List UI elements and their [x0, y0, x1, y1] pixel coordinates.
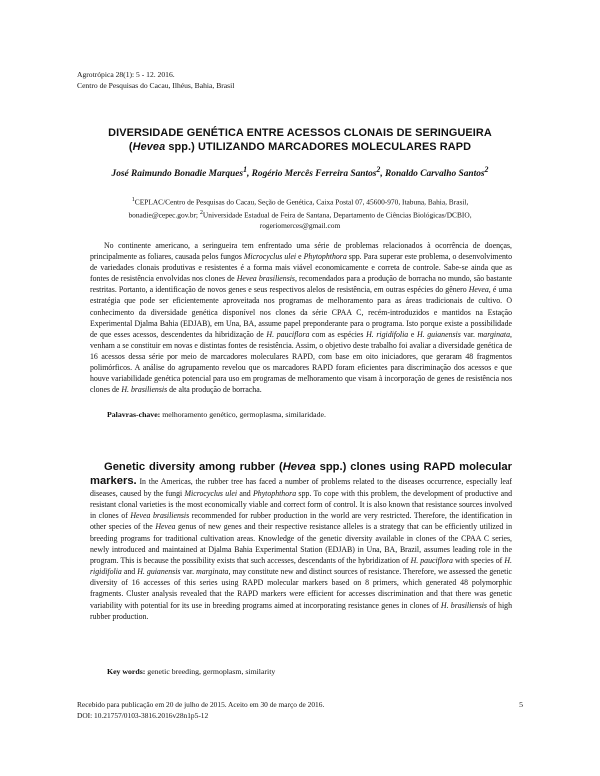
- affiliation-email-2: rogeriomerces@gmail.com: [259, 220, 341, 230]
- author-3: Ronaldo Carvalho Santos: [385, 169, 485, 180]
- author-2: Rogério Mercês Ferreira Santos: [251, 169, 377, 180]
- title-genus: Hevea: [132, 141, 166, 153]
- page-footer: [77, 700, 537, 721]
- journal-header: [77, 70, 234, 91]
- page-number: 5: [519, 700, 523, 709]
- abstract-portuguese: No continente americano, a seringueira tem enfrentado uma série de problemas relacionados à ocorrência de doenças, principalmente as foliares, causada pelos fungos Microcyclus ulei e Phytophthora spp. Para superar este problema, o desenvolvimento de variedades clonais produtivas e resistentes é a forma mais viável economicamente e correta de controle. Sabe-se ainda que as fontes de resistência envolvidas nos clones de Hevea brasiliensis, recomendados para a produção de borracha no mundo, são bastante restritas. Portanto, a identificação de novos genes e seus respectivos alelos de resistência, em outras espécies do gênero Hevea, é uma estratégia que pode ser eficientemente aproveitada nos programas de melhoramento para as áreas tradicionais de cultivo. O conhecimento da diversidade genética disponível nos clones da série CPAA C, recém-introduzidos e mantidos na Estação Experimental Djalma Bahia (EDJAB), em Una, BA, assume papel preponderante para o programa. Isto porque existe a possibilidade de que esses acessos, descendentes da hibridização de H. pauciflora com as espécies H. rigidifolia e H. guianensis var. marginata, venham a se constituir em novas e distintas fontes de resistência. Assim, o objetivo deste trabalho foi avaliar a diversidade genética de 16 acessos dessa série por meio de marcadores moleculares RAPD, com base em oito iniciadores, que geraram 48 fragmentos polimórficos. A análise do agrupamento revelou que os marcadores RAPD foram eficientes para discriminação dos acessos e que houve variabilidade genética potencial para uso em programas de melhoramento que visam à incorporação de genes de resistência nos clones de H. brasiliensis de alta produção de borracha.: [90, 241, 513, 395]
- paper-title: [90, 126, 510, 154]
- abstract-english: Genetic diversity among rubber (Hevea spp.) clones using RAPD molecular markers. In the Americas, the rubber tree has faced a number of problems related to the diseases occurrence, especially leaf diseases, caused by the fungi Microcyclus ulei and Phytophthora spp. To cope with this problem, the development of productive and resistant clonal varieties is the most economically viable and correct form of control. It is also known that resistance sources involved in clones of Hevea brasiliensis recommended for rubber production in the world are very restricted. Therefore, the identification in other species of the Hevea genus of new genes and their respective resistance alleles is a strategy that can be efficiently utilized in breeding programs for traditional cultivation areas. Knowledge of the genetic diversity available in clones of the CPAA C series, newly introduced and maintained at Djalma Bahia Experimental Station (EDJAB) in Una, BA, Brazil, assumes leading role in the program. This is because the possibility exists that such accesses, descendants of the hybridization of H. pauciflora with species of H. rigidifolia and H. guianensis var. marginata, may constitute new and distinct sources of resistance. Therefore, we assessed the genetic diversity of 16 accesses of this series using RAPD molecular markers based on 8 primers, which generated 48 polymorphic fragments. Cluster analysis revealed that the RAPD markers were efficient for accesses discrimination and that there was genetic variability with potential for its use in breeding programs aimed at incorporating resistance genes in clones of H. brasiliensis of high rubber production.: [90, 461, 513, 621]
- author-list: José Raimundo Bonadie Marques$^1$, Rogério Mercês Ferreira Santos$^2$, Ronaldo Carvalho Santos$^2$: [111, 165, 489, 180]
- keywords-label: Palavras-chave:: [107, 410, 161, 419]
- keywords-text: melhoramento genético, germoplasma, similaridade.: [160, 410, 326, 419]
- journal-publisher: Centro de Pesquisas do Cacau, Ilhéus, Bahia, Brasil: [77, 80, 235, 90]
- affiliation-1: CEPLAC/Centro de Pesquisas do Cacau, Seção de Genética, Caixa Postal 07, 45600-970, Itabuna, Bahia, Brasil,: [134, 197, 469, 207]
- english-title: Genetic diversity among rubber (Hevea spp.) clones using RAPD molecular markers.: [90, 461, 512, 487]
- keywords-portuguese: [107, 410, 326, 419]
- keywords-label-en: Key words:: [107, 667, 146, 676]
- title-line-2: (Hevea spp.) UTILIZANDO MARCADORES MOLECULARES RAPD: [128, 141, 472, 153]
- received-dates: Recebido para publicação em 20 de julho de 2015. Aceito em 30 de março de 2016.: [77, 700, 325, 709]
- author-email: bonadie@cepec.gov.br;: [128, 210, 200, 220]
- keywords-english: [107, 667, 275, 676]
- affiliations: $^1$CEPLAC/Centro de Pesquisas do Cacau, Seção de Genética, Caixa Postal 07, 45600-970, Itabuna, Bahia, Brasil, bonadie@cepec.gov.br; $^2$Universidade Estadual de Feira de Santana, Departamento de Ciências Biológicas/DCBIO, rogeriomerces@gmail.com: [120, 195, 480, 231]
- keywords-text-en: genetic breeding, germoplasm, similarity: [145, 667, 276, 676]
- doi-text: DOI: 10.21757/0103-3816.2016v28n1p5-12: [77, 710, 209, 720]
- affiliation-2: Universidade Estadual de Feira de Santana, Departamento de Ciências Biológicas/DCBIO,: [202, 210, 472, 220]
- author-1: José Raimundo Bonadie Marques: [111, 169, 244, 180]
- journal-citation: Agrotrópica 28(1): 5 - 12. 2016.: [77, 70, 175, 79]
- title-line-1: DIVERSIDADE GENÉTICA ENTRE ACESSOS CLONAIS DE SERINGUEIRA: [108, 127, 492, 139]
